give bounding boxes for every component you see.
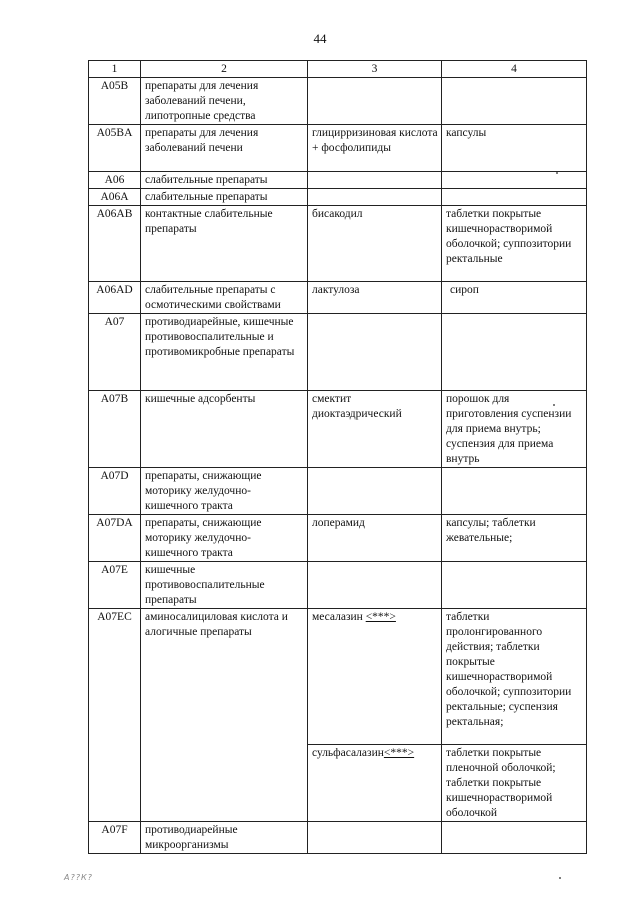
dosage-form — [442, 468, 587, 515]
substance-name: месалазин — [312, 611, 363, 623]
footer-mark: А??К? — [64, 873, 93, 882]
dosage-form — [442, 562, 587, 609]
dosage-form: таблетки пролонгированного действия; таблетки покрытые кишечнорастворимой оболочкой; суппозитории ректальные; суспензия ректальная; — [442, 609, 587, 745]
dosage-form: капсулы; таблетки жевательные; — [442, 515, 587, 562]
table-row — [89, 282, 587, 314]
atc-group-name: слабительные препараты с осмотическими свойствами — [141, 282, 308, 314]
dosage-form — [442, 822, 587, 854]
atc-group-name: противодиарейные микроорганизмы — [141, 822, 308, 854]
active-substance — [308, 172, 442, 189]
table-row — [89, 172, 587, 189]
atc-group-name: препараты, снижающие моторику желудочно-кишечного тракта — [141, 515, 308, 562]
substance-name: сульфасалазин — [312, 747, 384, 759]
column-header: 3 — [308, 61, 442, 78]
scan-speck — [556, 172, 558, 174]
active-substance: лоперамид — [308, 515, 442, 562]
atc-group-name: кишечные противовоспалительные препараты — [141, 562, 308, 609]
active-substance — [308, 745, 442, 822]
column-header: 4 — [442, 61, 587, 78]
dosage-form — [442, 314, 587, 391]
atc-code: A05B — [89, 78, 141, 125]
dosage-form: капсулы — [442, 125, 587, 172]
atc-group-name: противодиарейные, кишечные противовоспалительные и противомикробные препараты — [141, 314, 308, 391]
table-header-row — [89, 61, 587, 78]
scan-speck — [553, 404, 555, 406]
table-row — [89, 189, 587, 206]
active-substance: лактулоза — [308, 282, 442, 314]
atc-code: A07EC — [89, 609, 141, 822]
active-substance: бисакодил — [308, 206, 442, 282]
scan-speck — [559, 877, 561, 879]
atc-group-name: препараты для лечения заболеваний печени — [141, 125, 308, 172]
dosage-form: сироп — [442, 282, 587, 314]
atc-group-name: препараты, снижающие моторику желудочно-кишечного тракта — [141, 468, 308, 515]
atc-code: A06 — [89, 172, 141, 189]
table-row — [89, 78, 587, 125]
atc-group-name: аминосалициловая кислота и алогичные препараты — [141, 609, 308, 822]
table-row — [89, 314, 587, 391]
active-substance — [308, 314, 442, 391]
active-substance: смектит диоктаэдрический — [308, 391, 442, 468]
atc-code: A06A — [89, 189, 141, 206]
atc-code: A07 — [89, 314, 141, 391]
active-substance — [308, 562, 442, 609]
atc-code: A06AB — [89, 206, 141, 282]
substance-note: <***> — [365, 611, 396, 623]
table-row — [89, 609, 587, 745]
atc-group-name: препараты для лечения заболеваний печени, липотропные средства — [141, 78, 308, 125]
atc-code: A06AD — [89, 282, 141, 314]
table-row — [89, 468, 587, 515]
column-header: 2 — [141, 61, 308, 78]
dosage-form: таблетки покрытые кишечнорастворимой оболочкой; суппозитории ректальные — [442, 206, 587, 282]
atc-group-name: слабительные препараты — [141, 189, 308, 206]
active-substance — [308, 189, 442, 206]
active-substance: глицирризиновая кислота + фосфолипиды — [308, 125, 442, 172]
table-row — [89, 822, 587, 854]
table-row — [89, 515, 587, 562]
atc-code: A05BA — [89, 125, 141, 172]
atc-code: A07B — [89, 391, 141, 468]
column-header: 1 — [89, 61, 141, 78]
active-substance — [308, 78, 442, 125]
dosage-form — [442, 78, 587, 125]
active-substance — [308, 468, 442, 515]
atc-code: A07DA — [89, 515, 141, 562]
dosage-form — [442, 172, 587, 189]
atc-code: A07E — [89, 562, 141, 609]
substance-note: <***> — [383, 747, 415, 759]
drug-table — [88, 60, 587, 854]
table-row — [89, 125, 587, 172]
atc-group-name: слабительные препараты — [141, 172, 308, 189]
dosage-form: таблетки покрытые пленочной оболочкой; таблетки покрытые кишечнорастворимой оболочкой — [442, 745, 587, 822]
table-row — [89, 206, 587, 282]
table-row — [89, 391, 587, 468]
dosage-form: порошок для приготовления суспензии для приема внутрь; суспензия для приема внутрь — [442, 391, 587, 468]
atc-group-name: кишечные адсорбенты — [141, 391, 308, 468]
atc-code: A07F — [89, 822, 141, 854]
table-row — [89, 562, 587, 609]
atc-group-name: контактные слабительные препараты — [141, 206, 308, 282]
active-substance — [308, 609, 442, 745]
atc-code: A07D — [89, 468, 141, 515]
active-substance — [308, 822, 442, 854]
dosage-form — [442, 189, 587, 206]
page-number: 44 — [313, 31, 327, 46]
